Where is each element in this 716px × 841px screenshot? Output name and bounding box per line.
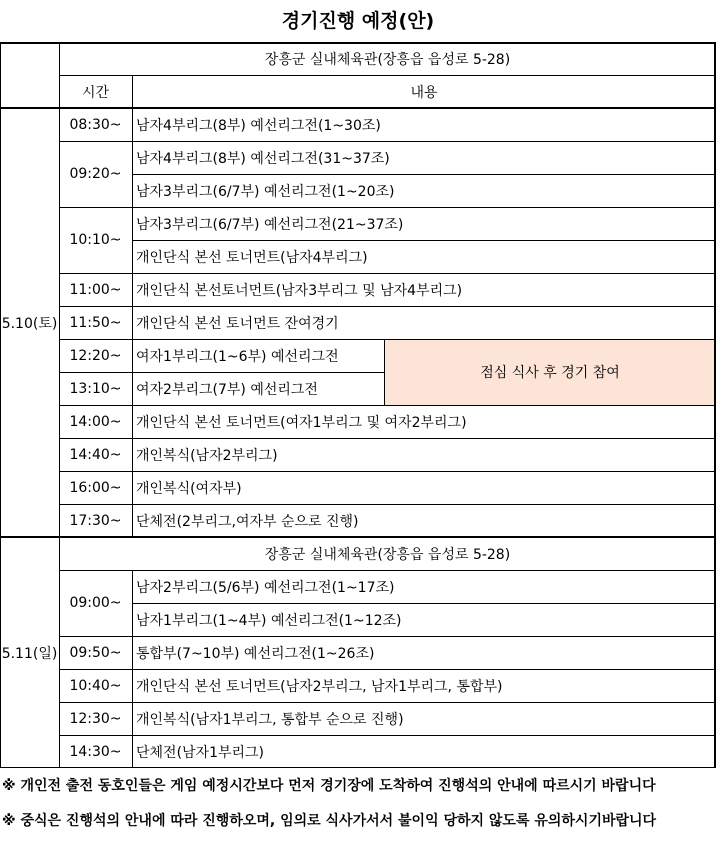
day1-date: 5.10(토) (1, 315, 58, 332)
time-cell: 11:00~ (69, 281, 122, 298)
time-cell: 14:00~ (69, 413, 122, 430)
event-cell: 개인단식 본선토너먼트(남자3부리그 및 남자4부리그) (136, 282, 463, 299)
day2-venue: 장흥군 실내체육관(장흥읍 읍성로 5-28) (264, 546, 511, 563)
footnote-arrival: ※ 개인전 출전 동호인들은 게임 예정시간보다 먼저 경기장에 도착하여 진행석의 안내에 따르시기 바랍니다 (2, 778, 656, 794)
time-cell: 08:30~ (69, 116, 122, 133)
event-cell: 여자2부리그(7부) 예선리그전 (136, 381, 318, 398)
time-cell: 12:30~ (69, 710, 122, 727)
event-cell: 개인복식(남자1부리그, 통합부 순으로 진행) (136, 711, 404, 728)
event-cell: 개인단식 본선 토너먼트 잔여경기 (136, 315, 339, 332)
day2-date: 5.11(일) (1, 645, 58, 662)
event-cell: 단체전(2부리그,여자부 순으로 진행) (136, 513, 359, 530)
time-cell: 16:00~ (69, 479, 122, 496)
event-cell: 남자4부리그(8부) 예선리그전(1~30조) (136, 117, 381, 134)
time-column-header: 시간 (81, 84, 110, 101)
event-cell: 개인복식(여자부) (136, 480, 242, 497)
event-cell: 개인단식 본선 토너먼트(남자2부리그, 남자1부리그, 통합부) (136, 678, 503, 695)
event-cell: 개인단식 본선 토너먼트(여자1부리그 및 여자2부리그) (136, 414, 467, 431)
lunch-note-cell: 점심 식사 후 경기 참여 (384, 339, 716, 405)
event-cell: 남자4부리그(8부) 예선리그전(31~37조) (136, 150, 390, 167)
event-cell: 단체전(남자1부리그) (136, 744, 265, 761)
time-cell: 14:40~ (69, 446, 122, 463)
time-cell: 12:20~ (69, 347, 122, 364)
time-cell: 09:50~ (69, 644, 122, 661)
footnote-lunch: ※ 중식은 진행석의 안내에 따라 진행하오며, 임의로 식사가서서 불이익 당하지 않도록 유의하시기바랍니다 (2, 813, 657, 829)
content-column-header: 내용 (410, 84, 438, 101)
event-cell: 개인단식 본선 토너먼트(남자4부리그) (136, 249, 368, 266)
time-cell: 13:10~ (69, 380, 122, 397)
time-cell: 09:20~ (69, 166, 122, 182)
event-cell: 남자3부리그(6/7부) 예선리그전(21~37조) (136, 216, 404, 233)
page-title: 경기진행 예정(안) (281, 10, 435, 32)
time-cell: 17:30~ (69, 512, 122, 529)
time-cell: 14:30~ (69, 743, 122, 760)
time-cell: 09:00~ (69, 595, 122, 611)
time-cell: 11:50~ (69, 314, 122, 331)
time-cell: 10:40~ (69, 677, 122, 694)
event-cell: 남자2부리그(5/6부) 예선리그전(1~17조) (136, 579, 395, 596)
time-cell: 10:10~ (69, 232, 122, 248)
event-cell: 여자1부리그(1~6부) 예선리그전 (136, 348, 339, 365)
event-cell: 개인복식(남자2부리그) (136, 447, 278, 464)
day1-venue: 장흥군 실내체육관(장흥읍 읍성로 5-28) (264, 51, 511, 68)
event-cell: 통합부(7~10부) 예선리그전(1~26조) (136, 645, 375, 662)
event-cell: 남자1부리그(1~4부) 예선리그전(1~12조) (136, 612, 402, 629)
event-cell: 남자3부리그(6/7부) 예선리그전(1~20조) (136, 183, 395, 200)
